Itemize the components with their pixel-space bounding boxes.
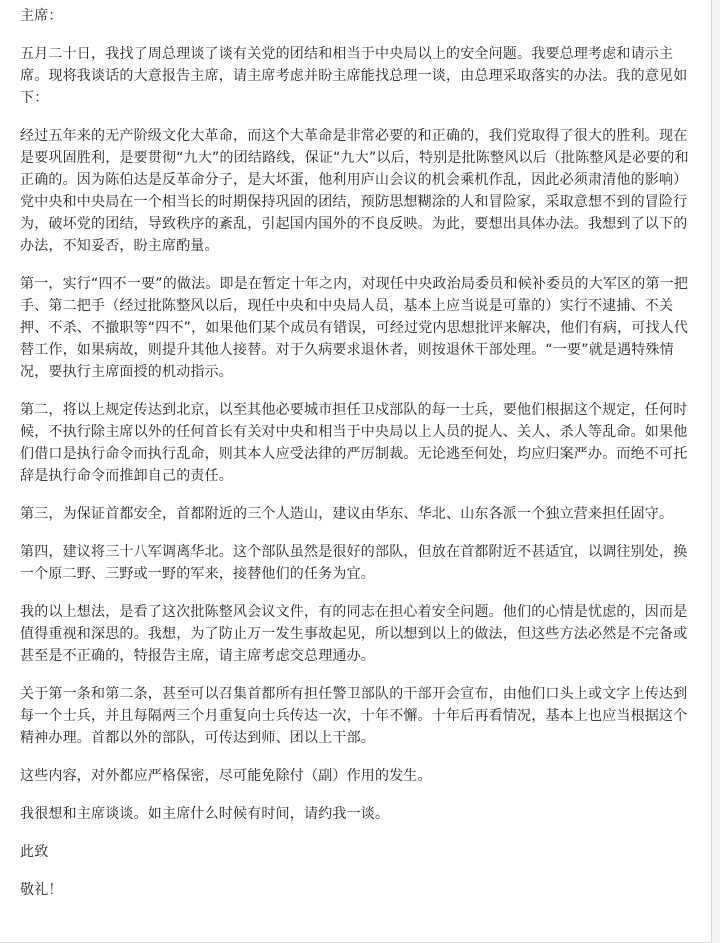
letter-paragraph-3: 第一，实行“四不一要”的做法。即是在暂定十年之内，对现任中央政治局委员和候补委员的大军区的第一把手、第二把手（经过批陈整风以后，现任中央和中央局人员，基本上应当说是可靠的）实行不逮捕、不关押、不杀、不撤职等“四不”，如果他们某个成员有错误，可经过党内思想批评来解决，他们有病，可找人代替工作，如果病故，则提升其他人接替。对于久病要求退休者，则按退休干部处理。“一要”就是遇特殊情况，要执行主席面授的机动指示。 <box>20 276 689 380</box>
letter-paragraph-6: 第四，建议将三十八军调离华北。这个部队虽然是很好的部队，但放在首都附近不甚适宜，以调往别处，换一个原二野、三野或一野的军来，接替他们的任务为宜。 <box>20 544 688 582</box>
letter-paragraph-10: 我很想和主席谈谈。如主席什么时候有时间，请约我一谈。 <box>20 806 390 822</box>
letter-body <box>20 5 692 917</box>
page-gutter <box>712 0 720 943</box>
letter-paragraph-2: 经过五年来的无产阶级文化大革命，而这个大革命是非常必要的和正确的，我们党取得了很大的胜利。现在是要巩固胜利，是要贯彻“九大”的团结路线，保证“九大”以后，特别是批陈整风以后（批陈整风是必要的和正确的。因为陈伯达是反革命分子，是大坏蛋，他利用庐山会议的机会乘机作乱，因此必须肃清他的影响）党中央和中央局在一个相当长的时期保持巩固的团结，预防思想糊涂的人和冒险家，采取意想不到的冒险行为，破坏党的团结，导致秩序的紊乱，引起国内国外的不良反映。为此，要想出具体办法。我想到了以下的办法，不知妥否，盼主席酌量。 <box>20 128 689 254</box>
letter-closing: 此致 <box>20 844 49 860</box>
letter-regards: 敬礼！ <box>20 882 63 898</box>
letter-paragraph-7: 我的以上想法，是看了这次批陈整风会议文件，有的同志在担心着安全问题。他们的心情是忧虑的，因而是值得重视和深思的。我想，为了防止万一发生事故起见，所以想到以上的做法，但这些方法必然是不完备或甚至是不正确的，特报告主席，请主席考虑交总理通办。 <box>20 604 688 664</box>
letter-paragraph-9: 这些内容，对外都应严格保密，尽可能免除付（副）作用的发生。 <box>20 768 432 784</box>
letter-paragraph-4: 第二，将以上规定传达到北京，以至其他必要城市担任卫戍部队的每一士兵，要他们根据这个规定，任何时候，不执行除主席以外的任何首长有关对中央和相当于中央局以上人员的捉人、关人、杀人等乱命。如果他们借口是执行命令而执行乱命，则其本人应受法律的严厉制裁。无论逃至何处，均应归案严办。而绝不可托辞是执行命令而推卸自己的责任。 <box>20 402 688 484</box>
letter-paragraph-5: 第三，为保证首都安全，首都附近的三个人造山，建议由华东、华北、山东各派一个独立营来担任固守。 <box>20 506 674 522</box>
letter-paragraph-8: 关于第一条和第二条，甚至可以召集首都所有担任警卫部队的干部开会宣布，由他们口头上或文字上传达到每一个士兵，并且每隔两三个月重复向士兵传达一次，十年不懈。十年后再看情况，基本上也应当根据这个精神办理。首都以外的部队，可传达到师、团以上干部。 <box>20 686 688 746</box>
letter-paragraph-1: 五月二十日，我找了周总理谈了谈有关党的团结和相当于中央局以上的安全问题。我要总理考虑和请示主席。现将我谈话的大意报告主席，请主席考虑并盼主席能找总理一谈，由总理采取落实的办法。我的意见如下： <box>20 46 688 106</box>
letter-salutation: 主席： <box>20 8 63 24</box>
